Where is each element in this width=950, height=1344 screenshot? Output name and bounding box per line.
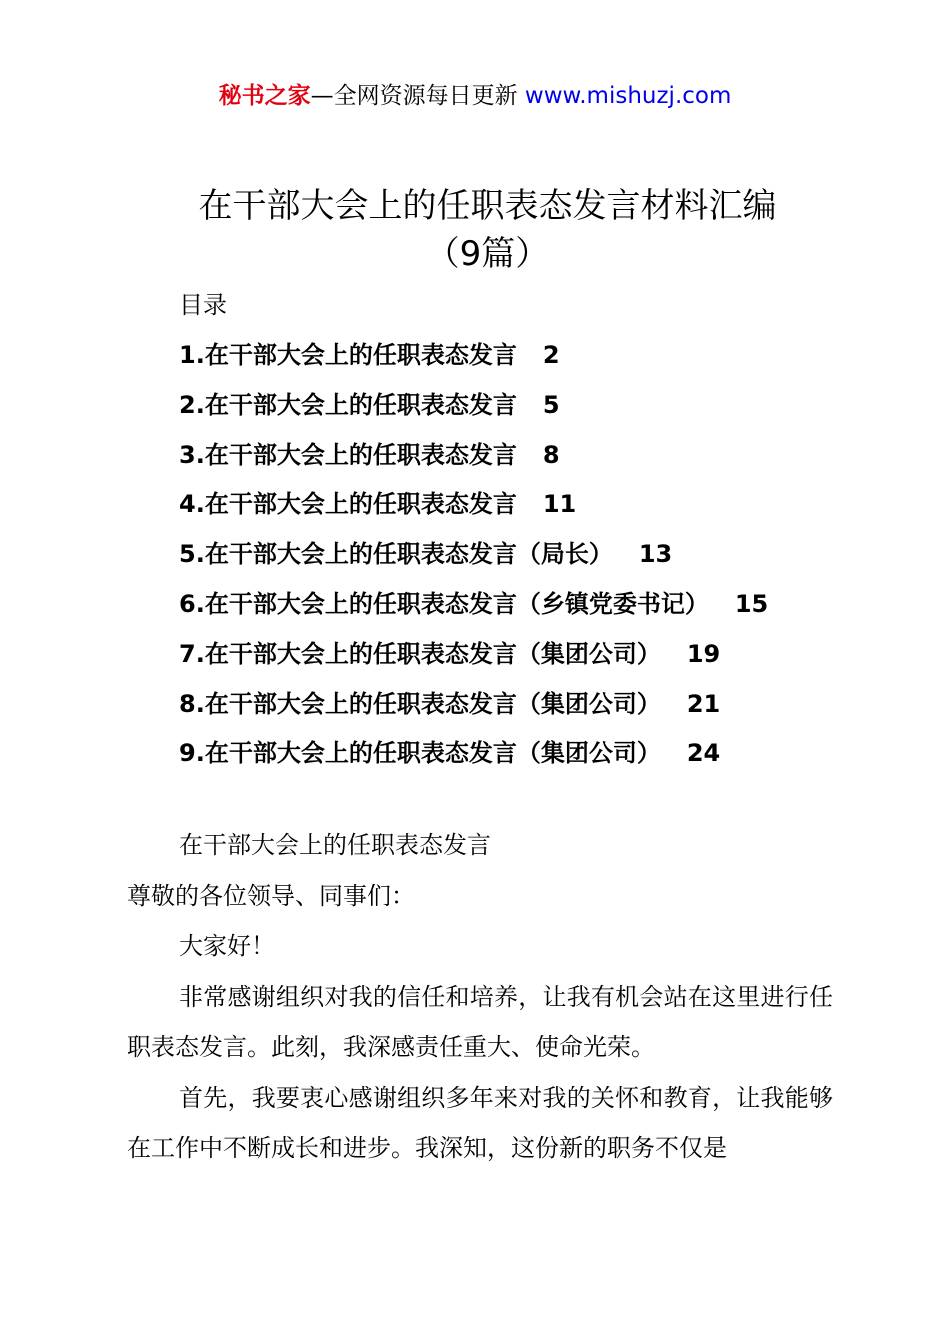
toc-item-label: 5.在干部大会上的任职表态发言（局长）	[179, 540, 613, 569]
speech-body	[127, 820, 833, 1174]
toc-item-label: 7.在干部大会上的任职表态发言（集团公司）	[179, 639, 661, 668]
table-of-contents	[179, 336, 768, 784]
toc-item[interactable]	[179, 685, 768, 735]
toc-item-page: 2	[542, 341, 560, 369]
site-brand: 秘书之家	[218, 83, 311, 109]
site-tagline: —全网资源每日更新	[310, 83, 518, 109]
toc-item[interactable]	[179, 635, 768, 685]
toc-item[interactable]	[179, 535, 768, 585]
toc-item-page: 21	[686, 689, 721, 718]
site-url-link[interactable]: www.mishuzj.com	[524, 83, 732, 109]
toc-item-label: 6.在干部大会上的任职表态发言（乡镇党委书记）	[179, 589, 709, 618]
toc-item[interactable]	[179, 386, 768, 436]
toc-item-page: 8	[542, 440, 560, 469]
toc-item-label: 8.在干部大会上的任职表态发言（集团公司）	[179, 689, 661, 718]
toc-item-page: 13	[638, 540, 673, 569]
toc-item-label: 9.在干部大会上的任职表态发言（集团公司）	[179, 739, 661, 768]
toc-item[interactable]	[179, 436, 768, 486]
toc-item-page: 19	[686, 639, 721, 668]
toc-item-page: 24	[686, 739, 721, 768]
toc-item-label: 4.在干部大会上的任职表态发言	[179, 490, 517, 519]
site-header	[0, 80, 950, 112]
toc-item[interactable]	[179, 585, 768, 635]
toc-item-label: 2.在干部大会上的任职表态发言	[179, 390, 517, 419]
paragraph: 非常感谢组织对我的信任和培养，让我有机会站在这里进行任职表态发言。此刻，我深感责任重大、使命光荣。	[127, 982, 833, 1061]
paragraph: 首先，我要衷心感谢组织多年来对我的关怀和教育，让我能够在工作中不断成长和进步。我深知，这份新的职务不仅是	[127, 1083, 833, 1162]
toc-item-label: 1.在干部大会上的任职表态发言	[179, 341, 517, 369]
section-title: 在干部大会上的任职表态发言	[179, 831, 491, 859]
salutation: 尊敬的各位领导、同事们：	[127, 881, 415, 910]
toc-item-page: 5	[542, 390, 560, 419]
toc-item-label: 3.在干部大会上的任职表态发言	[179, 440, 517, 469]
toc-item-page: 15	[734, 589, 769, 618]
document-title-line1: 在干部大会上的任职表态发言材料汇编	[198, 186, 777, 226]
toc-item[interactable]	[179, 734, 768, 784]
toc-item[interactable]	[179, 336, 768, 386]
document-title-line2: （9篇）	[425, 234, 550, 274]
toc-heading: 目录	[179, 291, 227, 319]
document-title	[0, 182, 950, 278]
toc-item[interactable]	[179, 485, 768, 535]
greeting: 大家好！	[179, 932, 275, 960]
toc-item-page: 11	[542, 490, 577, 519]
